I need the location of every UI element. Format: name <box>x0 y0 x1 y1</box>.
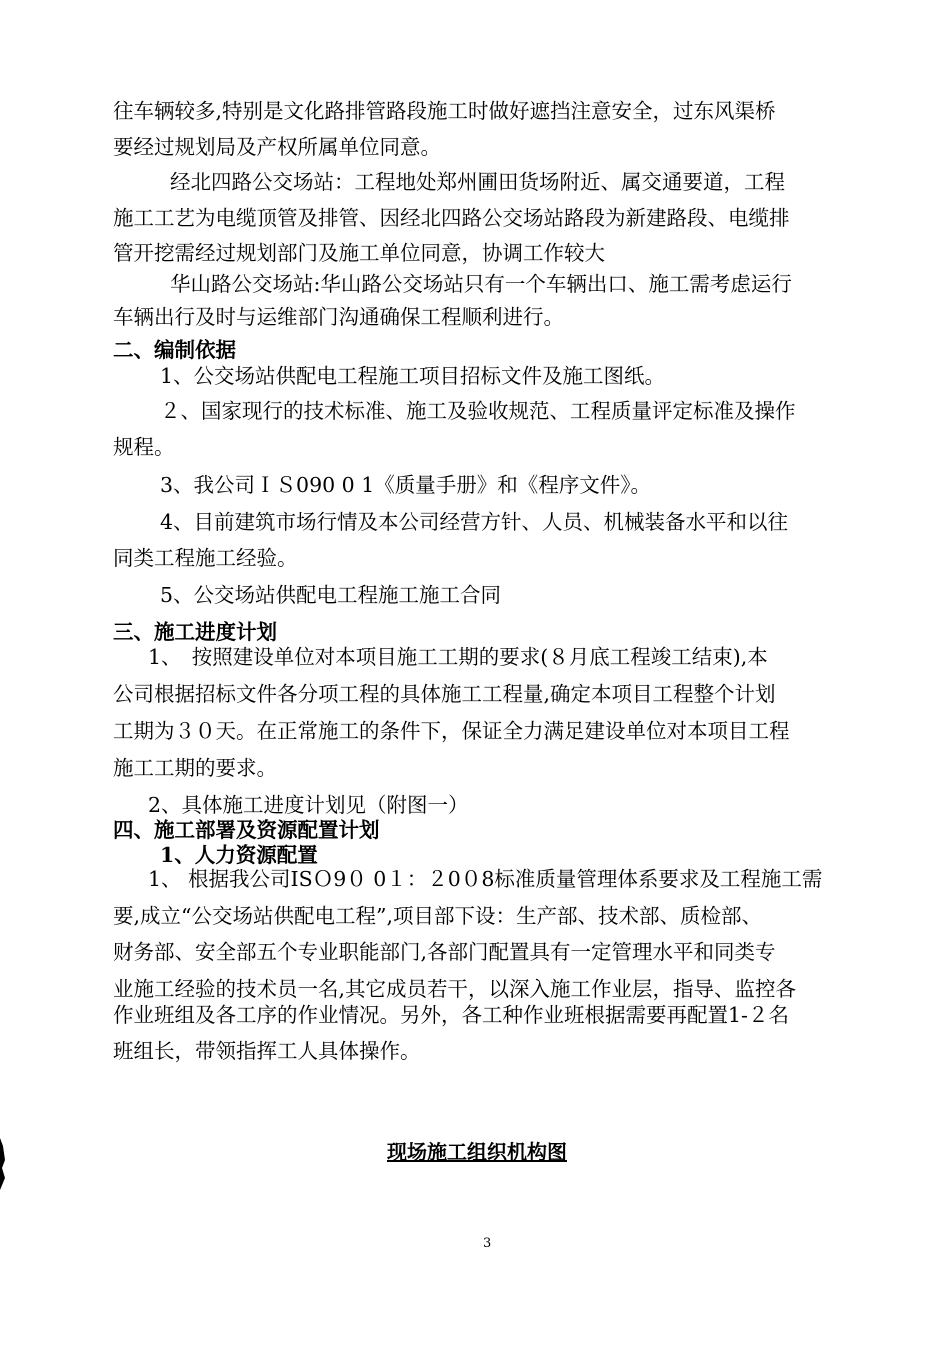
subsection-heading: 1、人力资源配置 <box>160 843 318 867</box>
body-line: 工期为３０天。在正常施工的条件下，保证全力满足建设单位对本项目工程 <box>113 719 790 743</box>
body-line: 管开挖需经过规划部门及施工单位同意，协调工作较大 <box>113 241 605 265</box>
list-item: 5、公交场站供配电工程施工施工合同 <box>160 583 502 607</box>
body-line: 经北四路公交场站：工程地处郑州圃田货场附近、属交通要道，工程 <box>170 170 785 194</box>
body-line: 往车辆较多,特别是文化路排管路段施工时做好遮挡注意安全，过东风渠桥 <box>113 99 776 123</box>
list-item: 4、目前建筑市场行情及本公司经营方针、人员、机械装备水平和以往 <box>160 510 789 534</box>
body-line: 施工工期的要求。 <box>113 756 277 780</box>
body-line: 财务部、安全部五个专业职能部门,各部门配置具有一定管理水平和同类专 <box>113 940 776 964</box>
list-item: 3、我公司ＩＳ090 0 1《质量手册》和《程序文件》。 <box>160 473 652 497</box>
edge-mark-icon <box>0 1138 6 1190</box>
body-line: 华山路公交场站:华山路公交场站只有一个车辆出口、施工需考虑运行 <box>170 272 792 296</box>
body-line: 要,成立“公交场站供配电工程”,项目部下设：生产部、技术部、质检部、 <box>113 904 762 928</box>
body-line: 规程。 <box>113 435 175 459</box>
figure-caption: 现场施工组织机构图 <box>387 1140 567 1164</box>
body-line: 同类工程施工经验。 <box>113 546 298 570</box>
page-number: 3 <box>483 1236 492 1251</box>
body-line: 车辆出行及时与运维部门沟通确保工程顺利进行。 <box>113 305 564 329</box>
list-item: ２、国家现行的技术标准、施工及验收规范、工程质量评定标准及操作 <box>160 399 796 423</box>
body-line: 公司根据招标文件各分项工程的具体施工工程量,确定本项目工程整个计划 <box>113 682 776 706</box>
list-item: 2、具体施工进度计划见（附图一） <box>148 793 469 817</box>
list-item: 1、 按照建设单位对本项目施工工期的要求(８月底工程竣工结束),本 <box>148 645 768 669</box>
body-line: 班组长，带领指挥工人具体操作。 <box>113 1039 421 1063</box>
body-line: 业施工经验的技术员一名,其它成员若干，以深入施工作业层，指导、监控各 <box>113 977 797 1001</box>
body-line: 作业班组及各工序的作业情况。另外，各工种作业班根据需要再配置1-２名 <box>113 1003 789 1027</box>
section-heading: 三、施工进度计划 <box>113 620 277 644</box>
list-item: 1、公交场站供配电工程施工项目招标文件及施工图纸。 <box>160 364 666 388</box>
section-heading: 二、编制依据 <box>113 338 236 362</box>
body-line: 施工工艺为电缆顶管及排管、因经北四路公交场站路段为新建路段、电缆排 <box>113 206 790 230</box>
body-line: 要经过规划局及产权所属单位同意。 <box>113 135 441 159</box>
section-heading: 四、施工部署及资源配置计划 <box>113 818 380 842</box>
list-item: 1、 根据我公司ISＯ9０ 0１：２0０8标准质量管理体系要求及工程施工需 <box>148 867 823 891</box>
